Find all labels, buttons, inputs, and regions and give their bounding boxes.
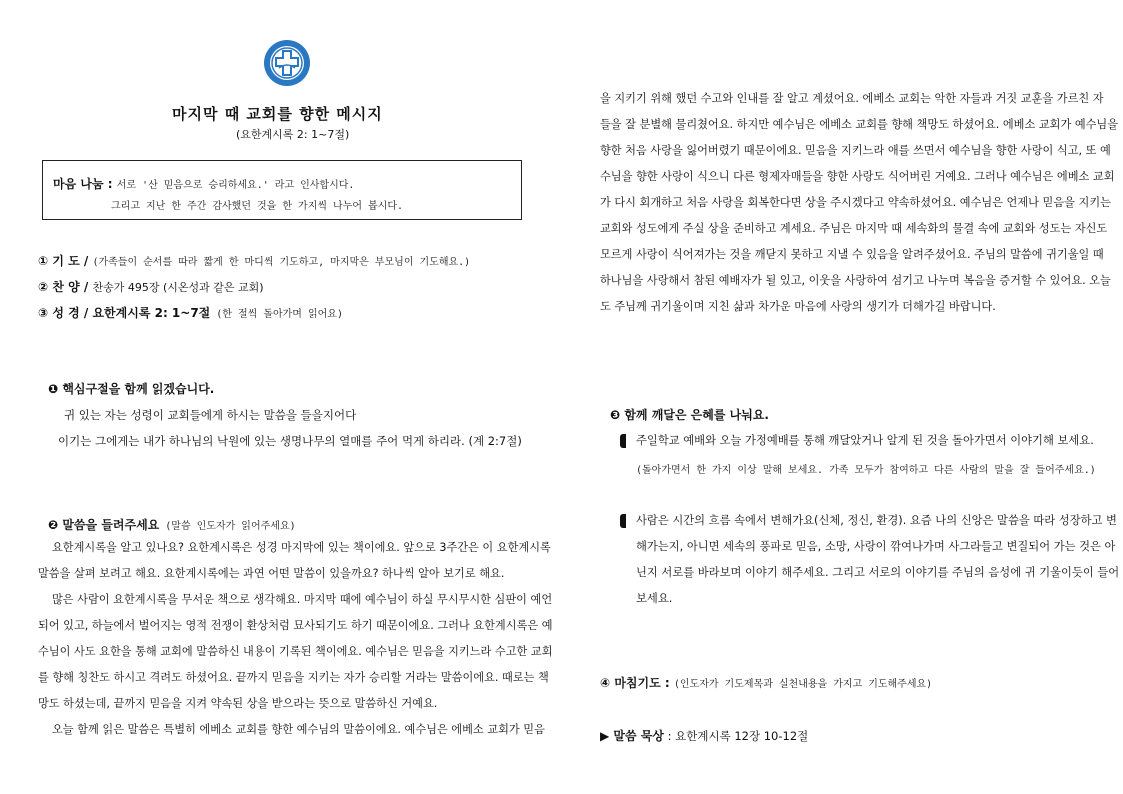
message-line: 말씀을 살펴 보려고 해요. 요한계시록에는 과연 어떤 말씀이 있을까요? 하나씩 알아 보기로 해요. (38, 567, 505, 580)
message-continued (600, 86, 1118, 320)
message-line: 수님이 사도 요한을 통해 교회에 말씀하신 내용이 기록된 책이에요. 예수님은 믿음을 지키느라 수고한 교회 (38, 645, 553, 658)
question-2-line: 보세요. (636, 592, 673, 605)
message-line: 도 주님께 귀기울이며 지친 삶과 차가운 마음에 사랑의 생기가 더해가길 바랍니다. (600, 300, 996, 313)
sharing-label: 마음 나눔 : (53, 177, 117, 191)
question-1: 주일학교 예배와 오늘 가정예배를 통해 깨달았거나 알게 된 것을 돌아가면서 이야기해 보세요. (636, 434, 1094, 447)
meditation: ▶ 말씀 묵상 : 요한계시록 12장 10-12절 (600, 729, 809, 743)
key-verse-line-2: 이기는 그에게는 내가 하나님의 낙원에 있는 생명나무의 열매를 주어 먹게 하리라. (계 2:7절) (58, 434, 522, 448)
question-2 (636, 508, 1119, 612)
order-prayer: ① 기 도 / (가족들이 순서를 따라 짧게 한 마디씩 기도하고, 마지막은 부모님이 기도해요.) (38, 254, 471, 268)
message-line: 을 지키기 위해 했던 수고와 인내를 잘 알고 계셨어요. 에베소 교회는 악한 자들과 거짓 교훈을 가르친 자 (600, 92, 1104, 105)
question-1-note: (돌아가면서 한 가지 이상 말해 보세요. 가족 모두가 참여하고 다른 사람의 말을 잘 들어주세요.) (636, 465, 1096, 476)
closing-prayer: ④ 마침기도 : (인도자가 기도제목과 실천내용을 가지고 기도해주세요) (600, 676, 933, 690)
sharing-line-2: 그리고 지난 한 주간 감사했던 것을 한 가지씩 나누어 봅시다. (111, 201, 404, 212)
message-line: 들을 잘 분별해 물리쳤어요. 하지만 예수님은 에베소 교회를 향해 책망도 하셨어요. 에베소 교회가 예수님을 (600, 118, 1119, 131)
question-2-line: 사람은 시간의 흐름 속에서 변해가요(신체, 정신, 환경). 요즘 나의 신앙은 말씀을 따라 성장하고 변 (636, 514, 1117, 527)
message-paragraph (38, 535, 553, 743)
section2-heading: ❷ 말씀을 들려주세요 (말씀 인도자가 읽어주세요) (48, 518, 296, 532)
message-line: 하나님을 사랑해서 참된 예배자가 될 있고, 이웃을 사랑하여 섬기고 나누며 복음을 증거할 수 있어요. 오늘 (600, 274, 1111, 287)
order-scripture: ③ 성 경 / 요한계시록 2: 1~7절 (한 절씩 돌아가며 읽어요) (38, 306, 343, 320)
bullet-icon (620, 434, 626, 448)
message-line: 교회와 성도에게 주실 상을 준비하고 계세요. 주님은 마지막 때 세속화의 물결 속에 교회와 성도는 자신도 (600, 222, 1108, 235)
section3-heading: ❸ 함께 깨달은 은혜를 나눠요. (610, 408, 769, 422)
question-2-line: 해가는지, 아니면 세속의 풍파로 믿음, 소망, 사랑이 깎여나가며 사그라들고 변질되어 가는 것은 아 (636, 540, 1116, 553)
message-line: 가 다시 회개하고 처음 사랑을 회복한다면 상을 주시겠다고 약속하셨어요. 예수님은 언제나 믿음을 지키는 (600, 196, 1111, 209)
message-line: 오늘 함께 읽은 말씀은 특별히 에베소 교회를 향한 예수님의 말씀이에요. 예수님은 에베소 교회가 믿음 (52, 723, 545, 736)
bullet-icon (620, 514, 626, 528)
question-2-line: 닌지 서로를 바라보며 이야기 해주세요. 그리고 서로의 이야기를 주님의 음성에 귀 기울이듯이 들어 (636, 566, 1120, 579)
scripture-reference: (요한계시록 2: 1~7절) (236, 128, 350, 141)
section1-heading: ❶ 핵심구절을 함께 읽겠습니다. (48, 382, 215, 396)
message-line: 많은 사람이 요한계시록을 무서운 책으로 생각해요. 마지막 때에 예수님이 하실 무시무시한 심판이 예언 (52, 593, 553, 606)
message-line: 를 향해 칭찬도 하시고 격려도 하셨어요. 끝까지 믿음을 지키는 자가 승리할 거라는 말씀이에요. 때로는 책 (38, 671, 549, 684)
key-verse-line-1: 귀 있는 자는 성령이 교회들에게 하시는 말씀을 들을지어다 (64, 408, 357, 422)
message-line: 수님을 향한 사랑이 식으니 다른 형제자매들을 향한 사랑도 식어버린 거예요. 그러나 예수님은 에베소 교회 (600, 170, 1115, 183)
church-logo-icon (262, 38, 312, 88)
page-title: 마지막 때 교회를 향한 메시지 (172, 105, 383, 123)
message-line: 향한 처음 사랑을 잃어버렸기 때문이에요. 믿음을 지키느라 애를 쓰면서 예수님을 향한 사랑이 식고, 또 예 (600, 144, 1111, 157)
message-line: 되어 있고, 하늘에서 벌어지는 영적 전쟁이 환상처럼 묘사되기도 하기 때문이에요. 그러나 요한계시록은 예 (38, 619, 553, 632)
sharing-line-1: 서로 '산 믿음으로 승리하세요.' 라고 인사합시다. (116, 180, 355, 191)
order-hymn: ② 찬 양 / 찬송가 495장 (시온성과 같은 교회) (38, 280, 264, 294)
message-line: 망도 하셨는데, 끝까지 믿음을 지켜 약속된 상을 받으라는 뜻으로 말씀하신 거예요. (38, 697, 438, 710)
sharing-box (42, 160, 522, 220)
message-line: 모르게 사랑이 식어져가는 것을 깨닫지 못하고 지낼 수 있음을 알려주셨어요. 주님의 말씀에 귀기울일 때 (600, 248, 1104, 261)
message-line: 요한계시록을 알고 있나요? 요한계시록은 성경 마지막에 있는 책이에요. 앞으로 3주간은 이 요한계시록 (52, 541, 551, 554)
